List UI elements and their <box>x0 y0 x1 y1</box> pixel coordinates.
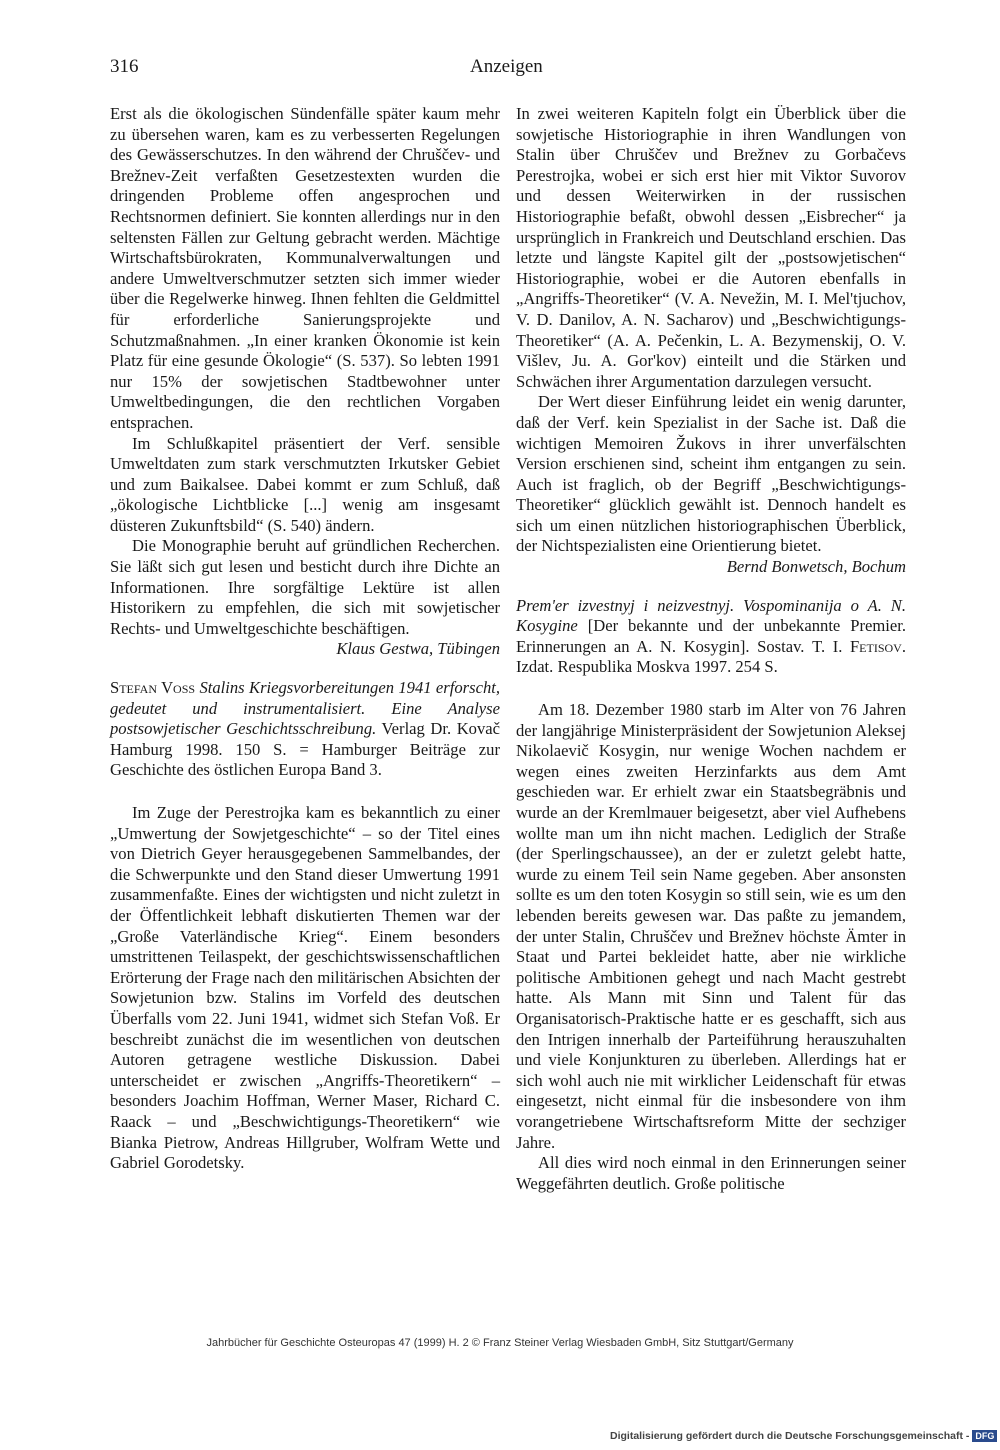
review-title: Prem'er izvestnyj i neizvestnyj. Vospominanija o A. N. Kosygine <box>516 595 906 636</box>
dfg-logo: DFG <box>972 1430 997 1442</box>
review-publication: Verlag Dr. Kovač Hamburg 1998. 150 S. = Hamburger Beiträge zur Geschichte des östlichen Europa Band 3. <box>110 719 500 780</box>
review-author: Stefan Voß <box>110 678 196 698</box>
review-heading <box>516 596 906 678</box>
reviewer-signature: Bernd Bonwetsch, Bochum <box>726 557 906 577</box>
paragraph: Im Schlußkapitel präsentiert der Verf. sensible Umweltdaten zum stark verschmutzten Irkutsker Gebiet und zum Baikalsee. Dabei kommt er zum Schluß, daß „ökologische Lichtblicke [...] wenig am insgesamt düsteren Zukunftsbild“ (S. 540) ändern. <box>110 433 500 535</box>
review-heading <box>110 678 500 781</box>
digitization-text: Digitalisierung gefördert durch die Deutsche Forschungsgemeinschaft - <box>610 1430 970 1442</box>
page-number: 316 <box>110 56 139 77</box>
review-publication: Izdat. Respublika Moskva 1997. 254 S. <box>516 657 778 677</box>
paragraph: Die Monographie beruht auf gründlichen Recherchen. Sie läßt sich gut lesen und besticht durch ihre Dichte an Informationen. Ihre sorgfältige Lektüre ist allen Historikern zu empfehlen, die sich mit sowjetischer Rechts- und Umweltgeschichte beschäftigen. <box>110 536 500 638</box>
digitization-note <box>610 1430 995 1445</box>
paragraph: Am 18. Dezember 1980 starb im Alter von 76 Jahren der langjährige Ministerpräsident der Sowjetunion Aleksej Nikolaevič Kosygin, nur wenige Wochen nachdem er wegen eines zweiten Herzinfarkts aus dem Amt geschieden war. Er erhielt zwar ein Staatsbegräbnis und wurde an der Kremlmauer beigesetzt, aber viel Aufhebens wollte man um ihn nicht machen. Lediglich der Straße (der Sperlingschaussee), an der er zuletzt gelebt hatte, wurde zu einem Teil sein Name gegeben. Aber ansonsten sollte es um den toten Kosygin so still sein, wie es um den lebenden bereits gewesen war. Das paßte zu jemandem, der unter Stalin, Chruščev und Brežnev höchste Ämter in Staat und Partei bekleidet hatte, aber nie wirkliche politische Ambitionen gehegt und nach Macht gestrebt hatte. Als Mann mit Sinn und Talent für das Organisatorisch-Praktische hatte er es geschafft, sich aus den Intrigen innerhalb der Parteiführung herauszuhalten und viele Konjunkturen zu überleben. Allerdings hat er sich wohl auch nie mit wirklicher Leidenschaft für etwas eingesetzt, nicht einmal für die insbesondere von ihm vorangetriebene Wirtschaftsreform Mitte der sechziger Jahre. <box>516 700 906 1152</box>
paragraph: Im Zuge der Perestrojka kam es bekanntlich zu einer „Umwertung der Sowjetgeschichte“ – so der Titel eines von Dietrich Geyer herausgegebenen Sammelbandes, der die Schwerpunkte und den Stand dieser Umwertung 1991 zusammenfaßte. Eines der wichtigsten und nicht zuletzt in der Öffentlichkeit lebhaft diskutierten Themen war der „Große Vaterländische Krieg“. Einem besonders umstrittenen Teilaspekt, der geschichtswissenschaftlichen Erörterung der Frage nach den militärischen Absichten der Sowjetunion bzw. Stalins im Vorfeld des deutschen Überfalls vom 22. Juni 1941, widmet sich Stefan Voß. Er beschreibt zunächst die im wesentlichen von deutschen Autoren getragene westliche Diskussion. Dabei unterscheidet er zwischen „Angriffs-Theoretikern“ – besonders Joachim Hoffman, Werner Maser, Richard C. Raack – und „Beschwichtigungs-Theoretikern“ wie Bianka Pietrow, Andreas Hillgruber, Wolfram Wette und Gabriel Gorodetsky. <box>110 803 500 1173</box>
paragraph: All dies wird noch einmal in den Erinnerungen seiner Weggefährten deutlich. Große politische <box>516 1153 906 1193</box>
review-title: Stalins Kriegsvorbereitungen 1941 erforscht, gedeutet und instrumentalisiert. Eine Analyse postsowjetischer Geschichtsschreibung. <box>110 678 500 739</box>
reviewer-signature: Klaus Gestwa, Tübingen <box>336 639 500 659</box>
running-head: Anzeigen <box>470 56 543 77</box>
paragraph: Erst als die ökologischen Sündenfälle später kaum mehr zu übersehen waren, kam es zu verbesserten Regelungen des Gewässerschutzes. In den während der Chruščev- und Brežnev-Zeit verfaßten Gesetzestexten wurden die dringenden Probleme offen angesprochen und Rechtsnormen definiert. Sie konnten allerdings nur in den seltensten Fällen zur Geltung gebracht werden. Mächtige Wirtschaftsbürokraten, Kommunalverwaltungen und andere Umweltverschmutzer setzten sich immer wieder über die Regelwerke hinweg. Ihnen fehlten die Geldmittel für erforderliche Sanierungsprojekte und Schutzmaßnahmen. „In einer kranken Ökonomie ist kein Platz für eine gesunde Ökologie“ (S. 537). So lebten 1991 nur 15% der sowjetischen Stadtbewohner unter Umweltbedingungen, die den rechtlichen Vorgaben entsprachen. <box>110 104 500 432</box>
review-publication: [Der bekannte und der unbekannte Premier. Erinnerungen an A. N. Kosygin]. Sostav. <box>516 616 906 656</box>
imprint-footer: Jahrbücher für Geschichte Osteuropas 47 (1999) H. 2 © Franz Steiner Verlag Wiesbaden GmbH, Sitz Stuttgart/Germany <box>206 1337 794 1349</box>
paragraph: Der Wert dieser Einführung leidet ein wenig darunter, daß der Verf. kein Spezialist in der Sache ist. Daß die wichtigen Memoiren Žukovs in ihrer unverfälschten Version erschienen sind, scheint ihm entgangen zu sein. Auch ist fraglich, ob der Begriff „Beschwichtigungs-Theoretiker“ glücklich gewählt ist. Dennoch handelt es sich um einen nützlichen historiographischen Überblick, der Nichtspezialisten eine Orientierung bietet. <box>516 392 906 556</box>
paragraph: In zwei weiteren Kapiteln folgt ein Überblick über die sowjetische Historiographie in ihren Wandlungen von Stalin über Chruščev und Brežnev zu Gorbačevs Perestrojka, wobei er sich erst hier mit Viktor Suvorov und dessen Weiterwirken in der russischen Historiographie befaßt, obwohl dessen „Eisbrecher“ ja ursprünglich in Frankreich und Deutschland erschien. Das letzte und längste Kapitel gilt der „postsowjetischen“ Historiographie, wobei er die Autoren ebenfalls in „Angriffs-Theoretiker“ (V. A. Nevežin, M. I. Mel'tjuchov, V. D. Danilov, A. N. Sacharov) und „Beschwichtigungs-Theoretiker“ (A. A. Pečenkin, L. A. Bezymenskij, O. V. Višlev, Ju. A. Gor'kov) einteilt und die Stärken und Schwächen ihrer Argumentation darzulegen versucht. <box>516 104 906 391</box>
right-column <box>516 104 906 1194</box>
left-column <box>110 104 500 1174</box>
review-compiler: T. I. Fetisov. <box>812 636 906 656</box>
